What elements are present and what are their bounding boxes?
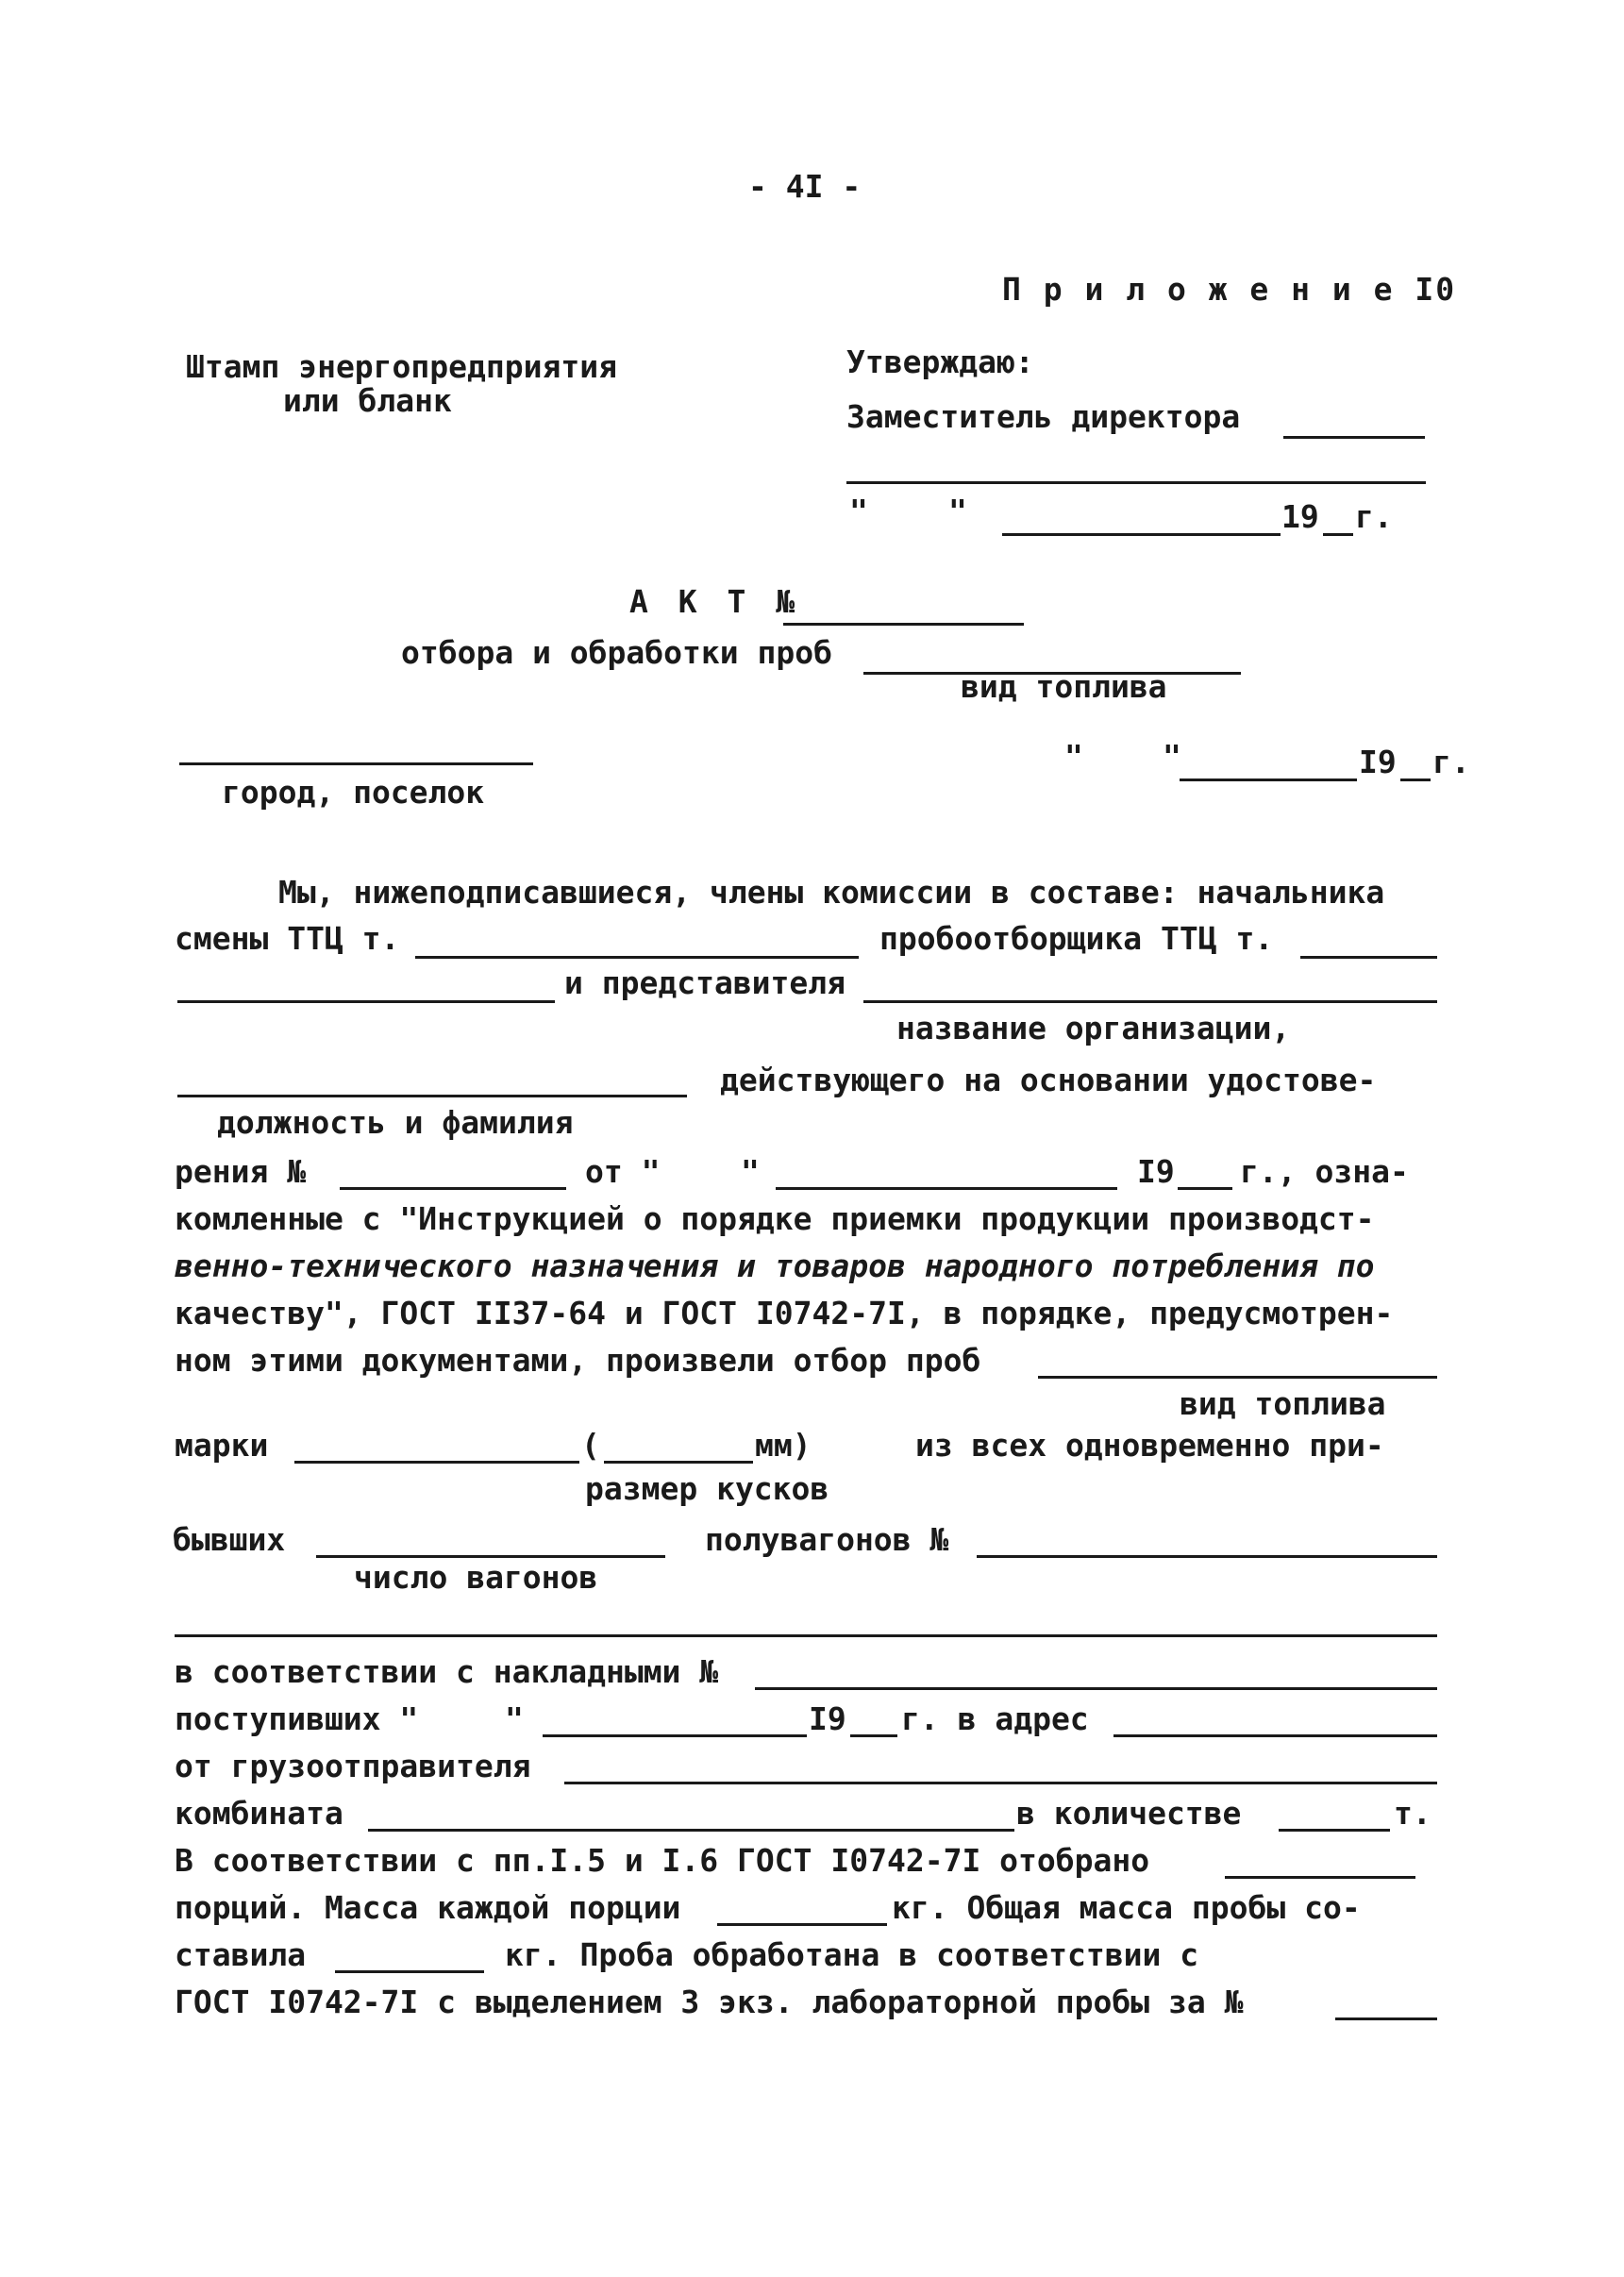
approval-quote-close: " [948, 493, 967, 529]
position-name-blank [177, 1095, 687, 1097]
arrival-year-blank [850, 1734, 897, 1737]
body-line-10: ном этими документами, произвели отбор проб [175, 1342, 981, 1379]
body-line-12b: полувагонов № [705, 1521, 949, 1558]
wagon-numbers-blank [977, 1555, 1437, 1558]
total-mass-blank [335, 1970, 484, 1973]
wagon-numbers-blank-2 [175, 1634, 1437, 1637]
body-line-18a: порций. Масса каждой порции [175, 1889, 681, 1926]
body-line-19b: кг. Проба обработана в соответствии с [505, 1936, 1199, 1973]
body-line-14d: г. в адрес [901, 1700, 1089, 1737]
size-caption: размер кусков [585, 1470, 829, 1507]
sampler-name-blank [1300, 956, 1437, 959]
body-line-14a: поступивших " [175, 1700, 419, 1737]
body-line-11b: ( [581, 1427, 600, 1464]
approval-quote-open: " [849, 493, 868, 529]
shipper-blank [564, 1782, 1437, 1784]
body-line-6b: от " [585, 1153, 661, 1190]
body-line-6c: " [741, 1153, 760, 1190]
organization-caption: название организации, [896, 1010, 1291, 1046]
act-subtitle: отбора и обработки проб [401, 634, 832, 671]
body-line-14c: I9 [809, 1700, 846, 1737]
deputy-name-blank [1283, 436, 1425, 439]
place-year: I9 [1359, 744, 1397, 780]
fuel-type-blank-2 [1038, 1376, 1437, 1379]
plant-blank [368, 1829, 1014, 1832]
body-line-2a: смены ТТЦ т. [175, 920, 400, 957]
certificate-year-blank [1178, 1187, 1232, 1190]
place-quote-open: " [1064, 738, 1083, 775]
body-line-2b: пробоотборщика ТТЦ т. [879, 920, 1274, 957]
quantity-blank [1279, 1829, 1390, 1832]
shift-chief-blank [415, 956, 859, 959]
body-line-16a: комбината [175, 1795, 343, 1832]
approval-year-blank [1323, 533, 1353, 536]
body-line-11a: марки [175, 1427, 269, 1464]
place-g: г. [1432, 744, 1470, 780]
body-line-6a: рения № [175, 1153, 307, 1190]
approval-deputy: Заместитель директора [846, 398, 1241, 435]
body-line-14b: " [505, 1700, 524, 1737]
grade-blank [294, 1461, 579, 1464]
body-line-6d: I9 [1137, 1153, 1175, 1190]
page-number: - 4I - [748, 168, 862, 205]
body-line-16b: в количестве [1016, 1795, 1242, 1832]
fuel-type-caption-2: вид топлива [1180, 1385, 1386, 1422]
body-line-18b: кг. Общая масса пробы со- [892, 1889, 1361, 1926]
lab-sample-number-blank [1335, 2017, 1437, 2020]
city-caption: город, поселок [222, 774, 485, 811]
stamp-line-2: или бланк [283, 382, 452, 419]
approval-heading: Утверждаю: [846, 343, 1034, 380]
act-number-blank [783, 623, 1024, 626]
body-line-17: В соответствии с пп.I.5 и I.6 ГОСТ I0742-7I отобрано [175, 1842, 1150, 1879]
certificate-date-blank [776, 1187, 1117, 1190]
position-caption: должность и фамилия [217, 1104, 574, 1141]
arrival-date-blank [543, 1734, 807, 1737]
organization-blank [863, 1000, 1437, 1003]
body-line-13: в соответствии с накладными № [175, 1653, 719, 1690]
certificate-number-blank [340, 1187, 566, 1190]
body-line-19a: ставила [175, 1936, 307, 1973]
size-blank [604, 1461, 753, 1464]
waybill-numbers-blank [755, 1687, 1437, 1690]
city-blank [179, 762, 533, 765]
place-date-blank [1180, 779, 1357, 781]
appendix-label: П р и л о ж е н и е I0 [1002, 271, 1457, 308]
place-quote-close: " [1163, 738, 1181, 775]
portions-count-blank [1225, 1876, 1415, 1879]
body-line-12a: бывших [173, 1521, 286, 1558]
sampler-name-blank-2 [177, 1000, 555, 1003]
stamp-line-1: Штамп энергопредприятия [186, 348, 617, 385]
body-line-20: ГОСТ I0742-7I с выделением 3 экз. лабораторной пробы за № [175, 1984, 1244, 2020]
body-line-16c: т. [1394, 1795, 1431, 1832]
body-line-1: Мы, нижеподписавшиеся, члены комиссии в составе: начальника [278, 874, 1385, 911]
approval-g: г. [1355, 498, 1393, 535]
body-line-6e: г., озна- [1240, 1153, 1409, 1190]
body-line-11d: из всех одновременно при- [915, 1427, 1384, 1464]
wagon-count-blank [316, 1555, 665, 1558]
approval-year: 19 [1281, 498, 1319, 535]
body-line-11c: мм) [755, 1427, 812, 1464]
approval-date-blank [1002, 533, 1281, 536]
fuel-type-caption: вид топлива [961, 668, 1167, 705]
place-year-blank [1400, 779, 1431, 781]
portion-mass-blank [717, 1923, 887, 1926]
address-blank [1113, 1734, 1437, 1737]
wagon-count-caption: число вагонов [354, 1559, 598, 1596]
act-title: А К Т № [629, 583, 801, 620]
body-line-5: действующего на основании удостове- [720, 1062, 1377, 1098]
body-line-7: комленные с "Инструкцией о порядке приемки продукции производст- [175, 1200, 1375, 1237]
approval-signature-blank [846, 481, 1426, 484]
body-line-8: венно-технического назначения и товаров народного потребления по [175, 1247, 1375, 1284]
body-line-9: качеству", ГОСТ II37-64 и ГОСТ I0742-7I, в порядке, предусмотрен- [175, 1295, 1394, 1331]
body-line-3: и представителя [564, 964, 846, 1001]
body-line-15: от грузоотправителя [175, 1748, 531, 1784]
